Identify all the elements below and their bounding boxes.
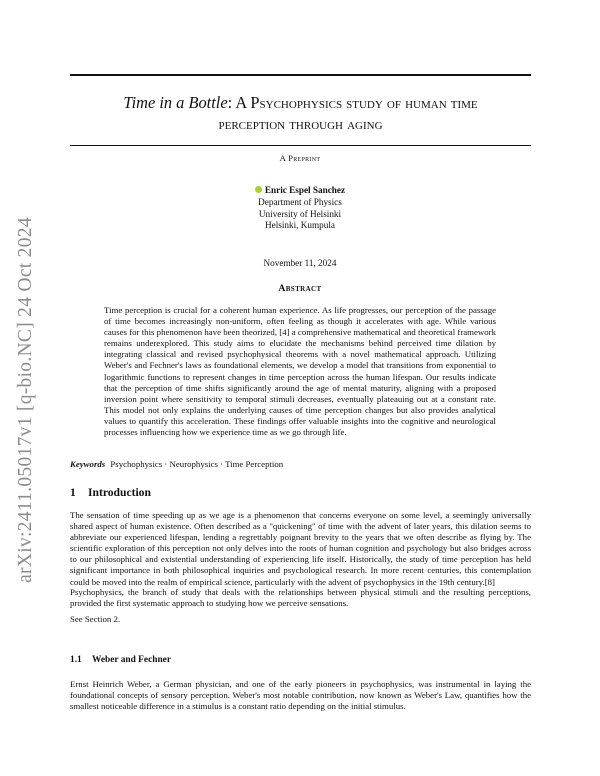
author-block <box>0 185 600 232</box>
title-rule-bottom <box>70 145 531 146</box>
title-rule-top <box>70 74 531 76</box>
title-line1-rest: sychophysics study of human time <box>259 93 478 112</box>
author-name-line <box>0 185 600 197</box>
paper-date: November 11, 2024 <box>263 258 337 268</box>
intro-paragraph-1: The sensation of time speeding up as we age is a phenomenon that concerns everyone on some level, a seemingly universally shared aspect of human existence. Often described as a "quickening" of time with the advent of later years, this dilation seems to abbreviate our experienced lifespan, lending a regrettably poignant brevity to the years that we often describe as flying by. The scientific exploration of this perception not only delves into the roots of human cognition and psychology but also bridges across to our philosophical and existential understanding of experiencing life itself. Historically, the study of time perception has held significant importance in both philosophical inquiries and psychological research. In more recent centuries, this contemplation could be moved into the realm of empirical science, particularly with the advent of psychophysics in the 19th century.[8] <box>70 510 531 587</box>
paper-title <box>70 92 531 134</box>
section-number: 1 <box>70 486 76 499</box>
abstract-text: Time perception is crucial for a coherent human experience. As life progresses, our perception of the passage of time becomes increasingly non-uniform, often feeling as though it accelerates with age. While various causes for this phenomenon have been theorized, [4] a comprehensive mathematical and theoretical framework remains underexplored. This study aims to elucidate the mechanisms behind perceived time dilation by integrating classical and revised psychophysical theorems with a novel mathematical approach. Utilizing Weber's and Fechner's laws as foundational elements, we develop a model that transitions from exponential to logarithmic functions to represent changes in time perception across the human lifespan. Our results indicate that the perception of time shifts significantly around the age of mental maturity, aligning with a proposed inversion point where sensitivity to temporal stimuli decreases, eventually plateauing out at a constant rate. This model not only explains the underlying causes of time perception changes but also provides analytical values to quantify this acceleration. These findings offer valuable insights into the cognitive and neurological processes influencing how we experience time as we go through life. <box>104 305 496 438</box>
author-department: Department of Physics <box>258 196 342 207</box>
keywords-line <box>70 459 531 469</box>
section-heading-introduction <box>70 486 151 499</box>
subsection-heading-weber-fechner <box>70 655 171 665</box>
abstract-heading: Abstract <box>278 283 322 294</box>
intro-paragraph-2: Psychophysics, the branch of study that deals with the relationships between physical stimuli and the resulting perceptions, provided the first systematic approach to studying how we perceive sensations. <box>70 587 531 609</box>
preprint-label: A Preprint <box>279 153 321 163</box>
intro-paragraph-3[interactable]: See Section 2. <box>70 614 121 624</box>
arxiv-identifier-text: arXiv:2411.05017v1 [q-bio.NC] 24 Oct 2024 <box>15 217 36 583</box>
title-first-cap: A P <box>235 93 260 112</box>
section-title: Introduction <box>88 486 151 499</box>
title-line2: perception through aging <box>218 114 383 133</box>
author-university: University of Helsinki <box>258 208 342 219</box>
title-italic-part: Time in a Bottle <box>123 93 228 112</box>
subsection-title: Weber and Fechner <box>92 655 171 665</box>
weber-paragraph-1: Ernst Heinrich Weber, a German physician, and one of the early pioneers in psychophysics, was instrumental in laying the foundational concepts of sensory perception. Weber's most notable contribution, now known as Weber's Law, quantifies how the smallest noticeable difference in a stimulus is a constant ratio depending on the initial stimulus. <box>70 679 531 712</box>
title-separator: : <box>227 93 236 112</box>
orcid-icon[interactable] <box>255 186 262 193</box>
author-name: Enric Espel Sanchez <box>264 185 346 195</box>
author-location: Helsinki, Kumpula <box>265 220 335 231</box>
keywords-text: Psychophysics · Neurophysics · Time Perception <box>110 459 284 469</box>
keywords-label: Keywords <box>70 459 106 469</box>
subsection-number: 1.1 <box>70 655 82 665</box>
